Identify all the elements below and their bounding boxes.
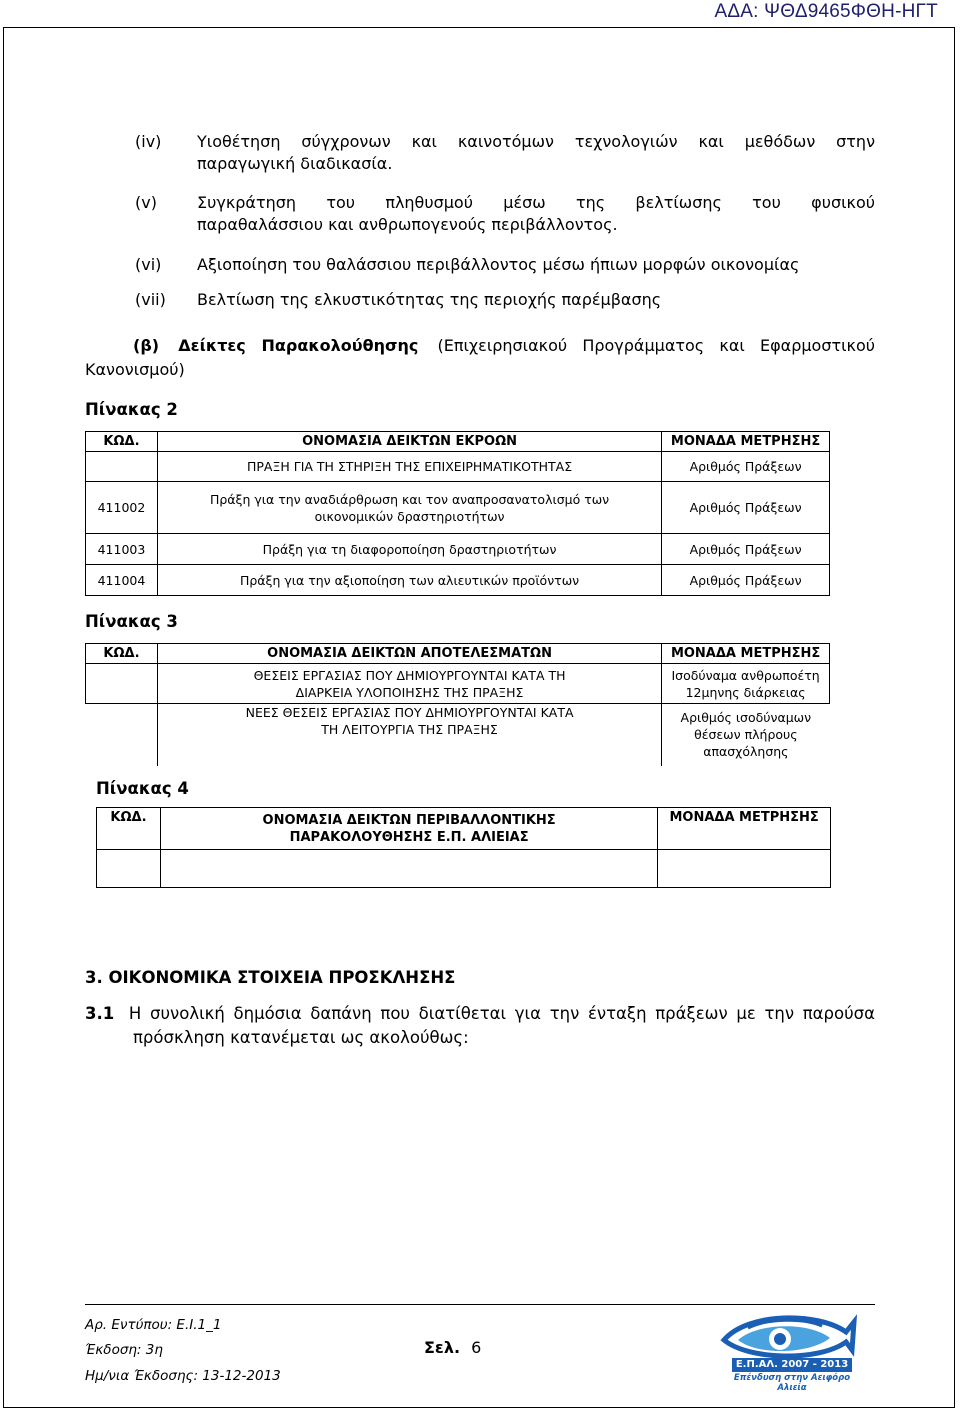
table-row xyxy=(97,850,831,888)
item-text: Συγκράτηση του πληθυσμού μέσω της βελτίωσης του φυσικού παραθαλάσσιου και ανθρωπογενούς περιβάλλοντος. xyxy=(197,193,875,234)
edition-date: Ημ/νια Έκδοσης: 13-12-2013 xyxy=(85,1368,281,1384)
col-header-unit: ΜΟΝΑΔΑ ΜΕΤΡΗΣΗΣ xyxy=(662,644,830,664)
col-header-code: ΚΩΔ. xyxy=(86,432,158,452)
form-number: Αρ. Εντύπου: Ε.Ι.1_1 xyxy=(85,1317,222,1333)
table3-title: Πίνακας 3 xyxy=(85,612,178,631)
item-number: (vi) xyxy=(135,255,162,274)
item-text: Αξιοποίηση του θαλάσσιου περιβάλλοντος μέσω ήπιων μορφών οικονομίας xyxy=(197,255,800,274)
item-number: (v) xyxy=(135,193,157,212)
item-text: Βελτίωση της ελκυστικότητας της περιοχής παρέμβασης xyxy=(197,290,662,309)
subsection-number: 3.1 xyxy=(85,1004,115,1023)
ada-header: ΑΔΑ: ΨΘΔ9465ΦΘΗ-ΗΓΤ xyxy=(714,1,938,22)
table4 xyxy=(96,807,831,888)
fish-eye-icon xyxy=(718,1310,858,1362)
col-header-code: ΚΩΔ. xyxy=(97,808,161,850)
indicators-title: Δείκτες Παρακολούθησης xyxy=(178,336,419,355)
indicators-paragraph: (β) Δείκτες Παρακολούθησης (Επιχειρησιακού Προγράμματος και Εφαρμοστικού Κανονισμού) xyxy=(85,336,875,379)
table4-title: Πίνακας 4 xyxy=(96,779,189,798)
table-row: ΠΡΑΞΗ ΓΙΑ ΤΗ ΣΤΗΡΙΞΗ ΤΗΣ ΕΠΙΧΕΙΡΗΜΑΤΙΚΟΤΗΤΑΣ Αριθμός Πράξεων xyxy=(86,452,830,482)
table-row: 411003 Πράξη για τη διαφοροποίηση δραστηριοτήτων Αριθμός Πράξεων xyxy=(86,534,830,565)
table-header-row xyxy=(86,432,830,452)
indicators-prefix: (β) xyxy=(133,336,160,355)
table2 xyxy=(85,431,830,596)
table-row: ΘΕΣΕΙΣ ΕΡΓΑΣΙΑΣ ΠΟΥ ΔΗΜΙΟΥΡΓΟΥΝΤΑΙ ΚΑΤΑ ΤΗ ΔΙΑΡΚΕΙΑ ΥΛΟΠΟΙΗΣΗΣ ΤΗΣ ΠΡΑΞΗΣ Ισοδύναμα ανθρωποέτη 12μηνης διάρκειας xyxy=(86,664,830,704)
col-header-unit: ΜΟΝΑΔΑ ΜΕΤΡΗΣΗΣ xyxy=(658,808,831,850)
footer-divider xyxy=(85,1304,875,1305)
edition: Έκδοση: 3η xyxy=(85,1342,163,1358)
page-number: Σελ. 6 xyxy=(424,1338,482,1357)
table2-title: Πίνακας 2 xyxy=(85,400,178,419)
item-text: Υιοθέτηση σύγχρονων και καινοτόμων τεχνολογιών και μεθόδων στην παραγωγική διαδικασία. xyxy=(197,132,875,173)
table-row: 411002 Πράξη για την αναδιάρθρωση και τον αναπροσανατολισμό των οικονομικών δραστηριοτήτων Αριθμός Πράξεων xyxy=(86,482,830,534)
table-row: ΝΕΕΣ ΘΕΣΕΙΣ ΕΡΓΑΣΙΑΣ ΠΟΥ ΔΗΜΙΟΥΡΓΟΥΝΤΑΙ ΚΑΤΑ ΤΗ ΛΕΙΤΟΥΡΓΙΑ ΤΗΣ ΠΡΑΞΗΣ Αριθμός ισοδύναμων θέσεων πλήρους απασχόλησης xyxy=(86,704,830,766)
col-header-name: ΟΝΟΜΑΣΙΑ ΔΕΙΚΤΩΝ ΠΕΡΙΒΑΛΛΟΝΤΙΚΗΣ ΠΑΡΑΚΟΛΟΥΘΗΣΗΣ Ε.Π. ΑΛΙΕΙΑΣ xyxy=(160,808,657,850)
logo-title: Ε.Π.ΑΛ. 2007 - 2013 xyxy=(732,1358,852,1372)
col-header-name: ΟΝΟΜΑΣΙΑ ΔΕΙΚΤΩΝ ΑΠΟΤΕΛΕΣΜΑΤΩΝ xyxy=(157,644,661,664)
col-header-code: ΚΩΔ. xyxy=(86,644,158,664)
col-header-unit: ΜΟΝΑΔΑ ΜΕΤΡΗΣΗΣ xyxy=(662,432,830,452)
item-number: (vii) xyxy=(135,290,166,309)
section-paragraph: 3.1 Η συνολική δημόσια δαπάνη που διατίθεται για την ένταξη πράξεων με την παρούσα πρόσκληση κατανέμεται ως ακολούθως: xyxy=(85,1004,875,1047)
table-header-row xyxy=(97,808,831,850)
section-title: 3. ΟΙΚΟΝΟΜΙΚΑ ΣΤΟΙΧΕΙΑ ΠΡΟΣΚΛΗΣΗΣ xyxy=(85,968,456,987)
col-header-name: ΟΝΟΜΑΣΙΑ ΔΕΙΚΤΩΝ ΕΚΡΟΩΝ xyxy=(157,432,661,452)
logo-subtitle: Επένδυση στην Αειφόρο Αλιεία xyxy=(733,1373,851,1393)
epal-logo xyxy=(718,1310,858,1393)
table-header-row xyxy=(86,644,830,664)
table3 xyxy=(85,643,830,766)
table-row: 411004 Πράξη για την αξιοποίηση των αλιευτικών προϊόντων Αριθμός Πράξεων xyxy=(86,565,830,596)
item-number: (iv) xyxy=(135,132,162,151)
